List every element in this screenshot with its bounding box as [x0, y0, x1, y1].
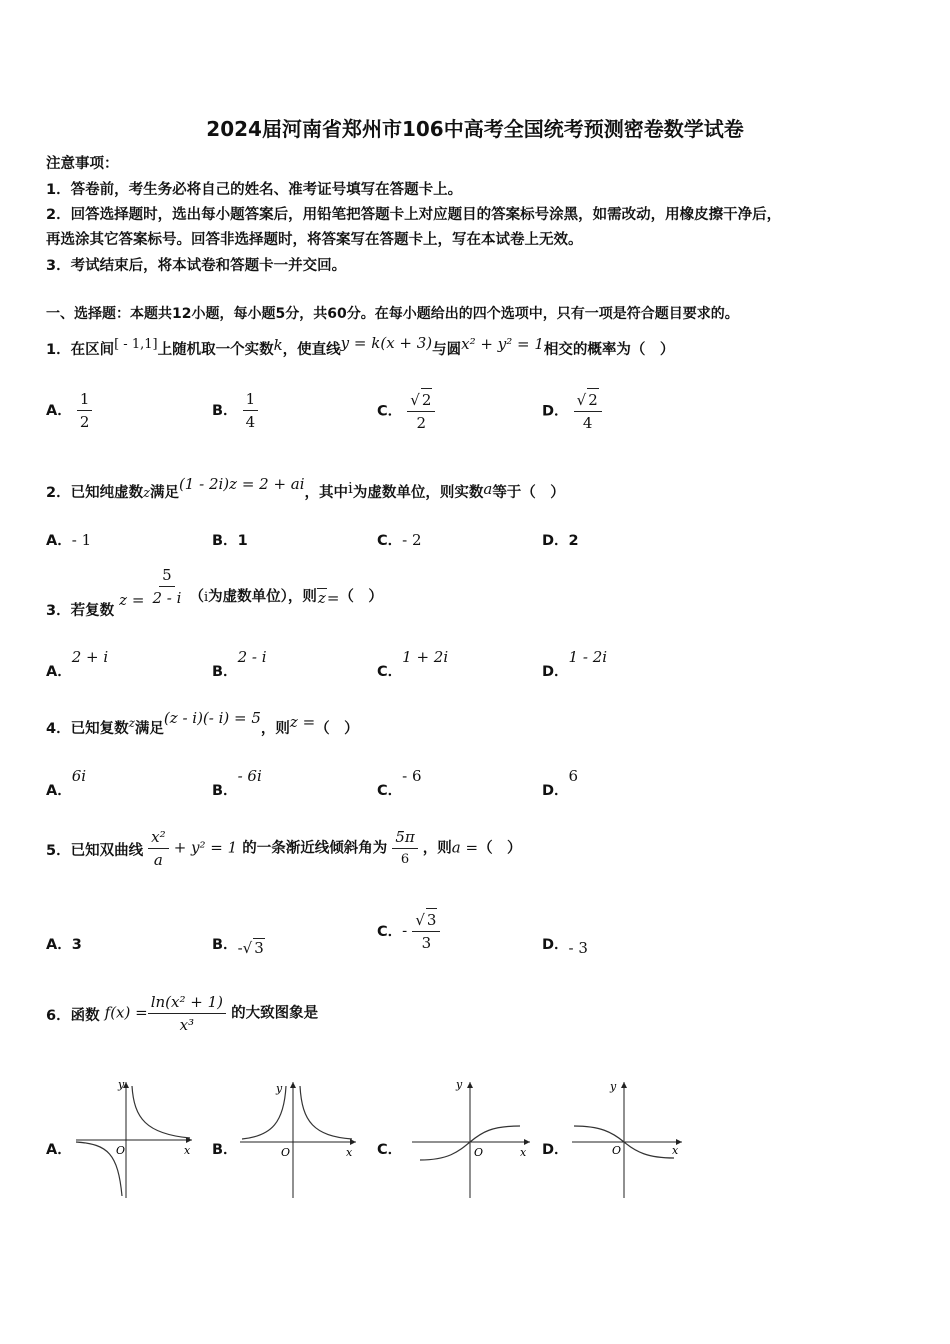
axis-x-label: x [346, 1146, 353, 1159]
option-sign: - [402, 921, 408, 940]
option-label: D． [542, 937, 569, 953]
option-label: B． [212, 403, 238, 419]
q2-text-1: 满足 [149, 485, 179, 501]
option-label: D． [542, 403, 569, 420]
q4-ask: z = [289, 713, 316, 731]
option-sign: - [237, 939, 243, 957]
fraction-numerator: 2 [421, 388, 433, 411]
q2-var-z: z [143, 486, 150, 501]
q5-ask: a = [451, 838, 479, 857]
option-label: D． [542, 664, 569, 680]
fraction-denominator: 3 [421, 934, 432, 952]
axis-y-label: y [610, 1080, 617, 1093]
q1-interval: [ - 1,1] [114, 337, 158, 352]
q2-text-2: ，其中 [304, 485, 349, 501]
option-value: 1 [237, 533, 248, 549]
option-label: C． [377, 533, 403, 549]
option-label: A． [46, 783, 72, 799]
section-heading: 一、选择题：本题共12小题，每小题5分，共60分。在每小题给出的四个选项中，只有一项是符合题目要求的。 [46, 306, 739, 322]
fraction-numerator: 1 [243, 388, 259, 411]
option-value: - 6i [237, 767, 262, 785]
q6-option-d[interactable]: D． [542, 1142, 569, 1158]
option-value: 1 + 2i [402, 648, 449, 666]
q2-var-i: i [348, 479, 353, 497]
fraction-numerator: ln(x² + 1) [148, 991, 226, 1014]
q4-var-z: z [128, 716, 135, 730]
origin-label: O [281, 1146, 291, 1159]
q5-option-b[interactable]: B．-√ 3 [212, 937, 264, 957]
q4-prefix: 4．已知复数 [46, 721, 129, 737]
origin-label: O [474, 1146, 484, 1159]
graph-c[interactable] [408, 1078, 532, 1200]
q4-text-2: ，则 [260, 721, 290, 737]
origin-label: O [612, 1144, 622, 1157]
q5-option-c[interactable]: C．- $\frac{√ 3}{3}$ [377, 908, 440, 954]
notice-item-2: 2．回答选择题时，选出每小题答案后，用铅笔把答题卡上对应题目的答案标号涂黑，如需改动，用橡皮擦干净后， [46, 207, 782, 223]
question-1 [46, 334, 675, 359]
option-label: C． [377, 403, 403, 420]
fraction-denominator: 4 [582, 414, 593, 432]
q4-text-1: 满足 [134, 721, 164, 737]
q2-eq: (1 - 2i)z = 2 + ai [178, 475, 305, 493]
option-label: C． [377, 923, 403, 940]
axis-x-label: x [520, 1146, 527, 1159]
q3-conjugate: z [317, 588, 326, 607]
q2-prefix: 2．已知纯虚数 [46, 485, 144, 501]
option-label: C． [377, 783, 403, 799]
option-label: D． [542, 533, 569, 549]
option-label: A． [46, 664, 72, 680]
q3-eq: = [326, 588, 340, 607]
fraction-denominator: 2 [416, 414, 427, 432]
option-value: - 3 [568, 939, 588, 957]
q3-text-1: （ [189, 588, 204, 605]
q2-option-b[interactable] [212, 529, 248, 550]
option-label: B． [212, 664, 238, 680]
question-4 [46, 709, 359, 738]
q4-option-a[interactable] [46, 765, 87, 799]
q1-text-3: 与圆 [432, 342, 462, 358]
fraction-numerator: 2 [587, 388, 599, 411]
q2-text-3: 为虚数单位，则实数 [352, 485, 484, 501]
q3-option-c[interactable] [377, 646, 449, 680]
option-value: 2 + i [71, 648, 109, 666]
q1-text-4: 相交的概率为（ ） [543, 342, 675, 358]
fraction-numerator: 5 [159, 564, 175, 587]
notice-item-3: 3．考试结束后，将本试卷和答题卡一并交回。 [46, 258, 347, 274]
page-title: 2024届河南省郑州市106中高考全国统考预测密卷数学试卷 [206, 117, 744, 141]
option-value: - 1 [71, 531, 92, 549]
q3-lhs: z = [119, 590, 145, 609]
q3-var-i: i [203, 589, 209, 605]
q5-prefix: 5．已知双曲线 [46, 842, 144, 859]
option-value: 2 [568, 533, 579, 549]
axis-y-label: y [456, 1078, 463, 1091]
option-value: - 6 [402, 767, 422, 785]
option-value: 3 [71, 937, 82, 953]
fraction-numerator: 1 [77, 388, 93, 411]
notice-item-1: 1．答卷前，考生务必将自己的姓名、准考证号填写在答题卡上。 [46, 182, 463, 198]
fraction-denominator: a [153, 851, 163, 869]
option-radicand: 3 [254, 939, 264, 957]
fraction-denominator: x³ [179, 1016, 195, 1034]
q5-rest: + y² = 1 [173, 838, 238, 857]
question-6 [46, 991, 318, 1036]
q3-prefix: 3．若复数 [46, 602, 115, 619]
q4-eq: (z - i)(- i) = 5 [163, 709, 261, 727]
option-label: C． [377, 664, 403, 680]
q1-line-eq: y = k(x + 3) [340, 334, 433, 352]
q3-text-2: 为虚数单位），则 [208, 588, 317, 605]
fraction-denominator: 4 [245, 413, 256, 431]
option-label: A． [46, 937, 72, 953]
q3-option-d[interactable] [542, 646, 608, 680]
q6-fx: f(x) = [104, 1003, 148, 1022]
fraction-numerator: 3 [426, 908, 438, 931]
axis-x-label: x [672, 1144, 679, 1157]
q4-option-b[interactable] [212, 765, 262, 799]
question-3 [46, 564, 383, 619]
q2-option-d[interactable] [542, 529, 579, 550]
q1-prefix: 1．在区间 [46, 342, 115, 358]
q1-option-b[interactable] [212, 388, 258, 433]
fraction-numerator: x² [148, 826, 168, 849]
q6-text-1: 的大致图象是 [231, 1005, 319, 1022]
graph-a[interactable] [72, 1078, 194, 1200]
fraction-numerator: 5π [392, 826, 417, 849]
option-label: B． [212, 783, 238, 799]
option-value: 1 - 2i [568, 648, 608, 666]
q2-option-a[interactable] [46, 529, 91, 550]
fraction-denominator: 2 - i [152, 589, 182, 607]
option-value: 6 [568, 767, 579, 785]
option-label: B． [212, 533, 238, 549]
notice-heading: 注意事项： [46, 156, 119, 172]
option-value: - 2 [402, 531, 422, 549]
q1-option-c[interactable]: C． $\frac{√ 2}{2}$ [377, 388, 435, 434]
q5-text-2: ，则 [422, 840, 452, 857]
option-label: A． [46, 403, 72, 419]
notice-item-2-cont: 再选涂其它答案标号。回答非选择题时，将答案写在答题卡上，写在本试卷上无效。 [46, 232, 583, 248]
q1-option-d[interactable]: D． $\frac{√ 2}{4}$ [542, 388, 602, 434]
axis-y-label: y [118, 1078, 125, 1091]
origin-label: O [116, 1144, 126, 1157]
q3-option-a[interactable] [46, 646, 109, 680]
q5-option-a[interactable] [46, 933, 82, 954]
q1-circle-eq: x² + y² = 1 [461, 335, 544, 353]
axis-x-label: x [184, 1144, 191, 1157]
q6-prefix: 6．函数 [46, 1007, 100, 1024]
q5-text-1: 的一条渐近线倾斜角为 [242, 840, 388, 857]
q6-option-b[interactable]: B． [212, 1142, 238, 1158]
option-value: 2 - i [237, 648, 267, 666]
q2-var-a: a [483, 480, 493, 498]
axis-y-label: y [276, 1082, 283, 1095]
fraction-denominator: 2 [79, 413, 90, 431]
q4-option-d[interactable] [542, 765, 579, 799]
question-2 [46, 475, 565, 502]
q6-option-c[interactable]: C． [377, 1142, 403, 1158]
q4-text-3: （ ） [315, 721, 359, 737]
q1-option-a[interactable] [46, 388, 92, 433]
q1-text-1: 上随机取一个实数 [157, 342, 274, 358]
graph-d[interactable] [568, 1078, 686, 1200]
question-5 [46, 826, 522, 871]
q1-text-2: ，使直线 [282, 342, 341, 358]
option-label: A． [46, 533, 72, 549]
q1-var-k: k [273, 336, 283, 354]
q2-text-4: 等于（ ） [492, 485, 565, 501]
q5-option-d[interactable] [542, 933, 588, 957]
graph-b[interactable] [236, 1078, 358, 1200]
q3-text-3: （ ） [339, 588, 383, 605]
option-label: B． [212, 937, 238, 953]
option-value: 6i [71, 767, 87, 785]
fraction-denominator: 6 [400, 852, 410, 867]
q6-option-a[interactable]: A． [46, 1142, 72, 1158]
q5-text-3: （ ） [478, 840, 522, 857]
q3-option-b[interactable] [212, 646, 267, 680]
q4-option-c[interactable] [377, 765, 422, 799]
q2-option-c[interactable] [377, 529, 422, 550]
option-label: D． [542, 783, 569, 799]
